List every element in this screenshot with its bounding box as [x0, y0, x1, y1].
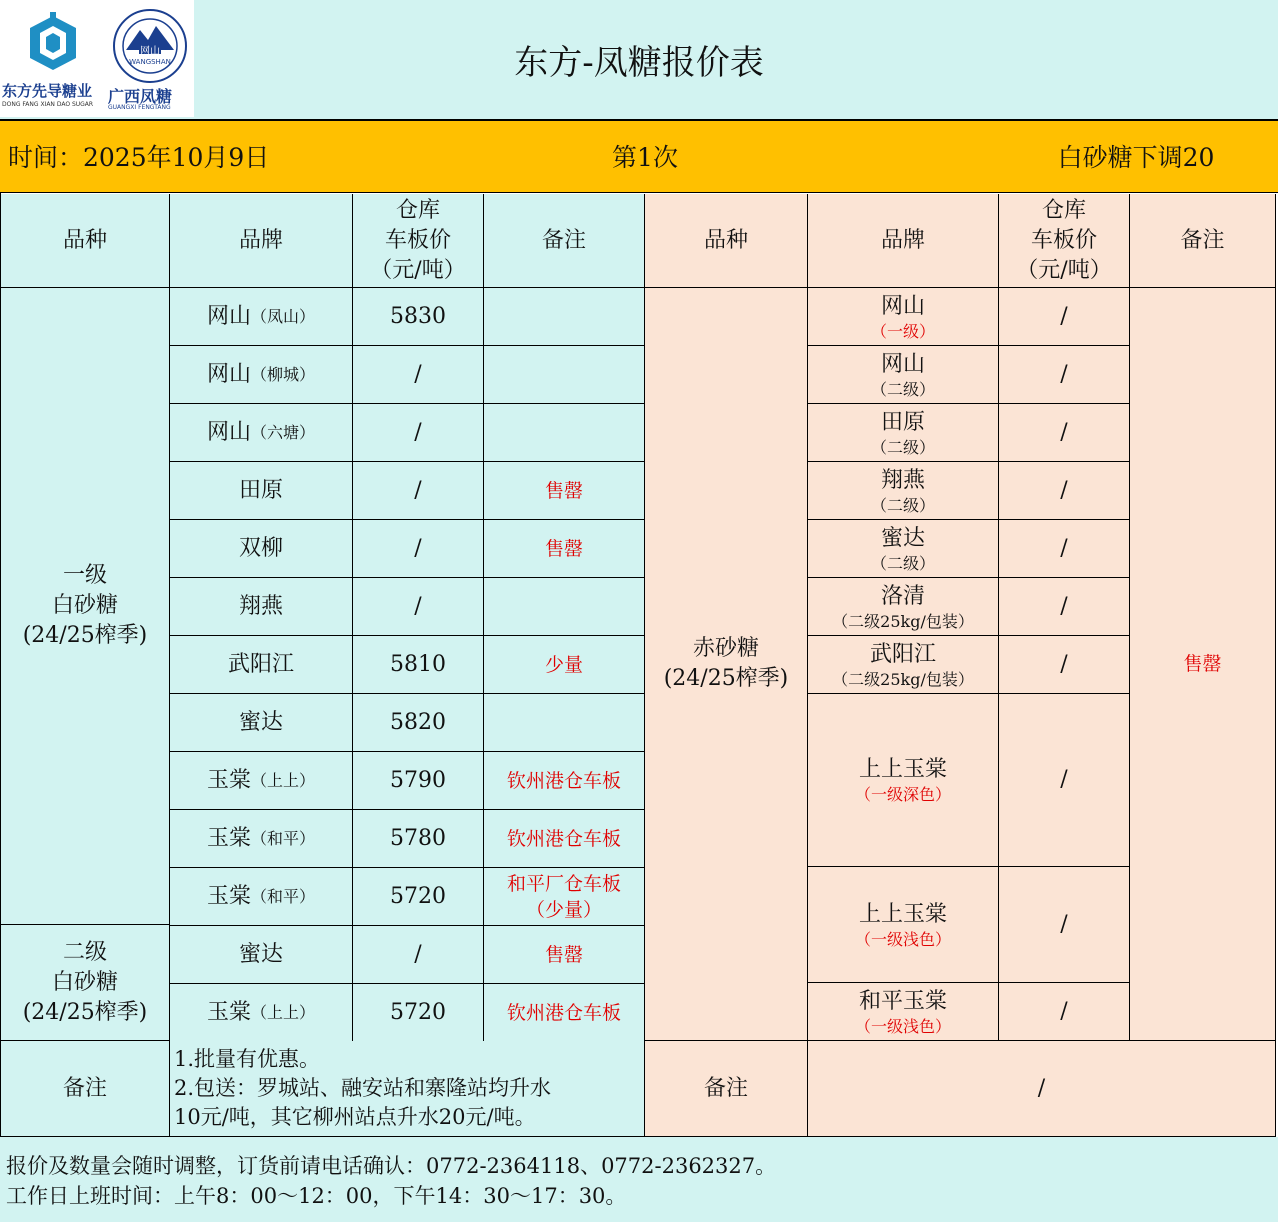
- white-sugar-price: 5830: [353, 288, 484, 346]
- white-sugar-price: /: [353, 404, 484, 462]
- white-sugar-price: /: [353, 926, 484, 984]
- header-remark-left: 备注: [484, 194, 645, 288]
- red-sugar-price: /: [999, 346, 1130, 404]
- white-sugar-note: 售罄: [484, 926, 645, 984]
- white-sugar-brand: 玉棠 （上上）: [170, 752, 353, 810]
- red-sugar-price: /: [999, 983, 1130, 1041]
- remarks-label-left: 备注: [1, 1041, 170, 1137]
- white-sugar-price: 5810: [353, 636, 484, 694]
- white-sugar-price: 5720: [353, 868, 484, 926]
- red-sugar-price: /: [999, 404, 1130, 462]
- remark-line-2: 2.包送：罗城站、融安站和寨隆站均升水: [174, 1076, 552, 1100]
- red-sugar-brand: 上上玉棠 （一级浅色）: [808, 867, 999, 983]
- white-sugar-note: 钦州港仓车板: [484, 752, 645, 810]
- footer: [0, 1137, 1278, 1222]
- remark-line-1: 1.批量有优惠。: [174, 1047, 321, 1071]
- red-sugar-price: /: [999, 288, 1130, 346]
- header-brand-left: 品牌: [170, 194, 353, 288]
- variety-grade1-white-sugar: 一级 白砂糖 (24/25榨季): [1, 288, 170, 925]
- white-sugar-note: [484, 694, 645, 752]
- quote-date: 时间：2025年10月9日: [8, 143, 270, 172]
- remarks-label-right: 备注: [645, 1041, 808, 1137]
- white-sugar-brand: 蜜达: [170, 926, 353, 984]
- red-sugar-price: /: [999, 462, 1130, 520]
- red-sugar-brand: 和平玉棠 （一级浅色）: [808, 983, 999, 1041]
- white-sugar-note: [484, 578, 645, 636]
- red-sugar-brand: 网山 （二级）: [808, 346, 999, 404]
- wangshan-logo-seal: 网山: [140, 46, 160, 57]
- white-sugar-price: /: [353, 520, 484, 578]
- header-price-right: 仓库 车板价 （元/吨）: [999, 194, 1130, 288]
- wangshan-logo-arc: WANGSHAN: [129, 58, 171, 66]
- header-brand-right: 品牌: [808, 194, 999, 288]
- red-sugar-price: /: [999, 867, 1130, 983]
- white-sugar-note: 少量: [484, 636, 645, 694]
- white-sugar-brand: 蜜达: [170, 694, 353, 752]
- footer-hours: 工作日上班时间：上午8：00～12：00，下午14：30～17：30。: [6, 1184, 627, 1208]
- red-sugar-brand: 蜜达 （二级）: [808, 520, 999, 578]
- red-sugar-price: /: [999, 578, 1130, 636]
- white-sugar-price: 5820: [353, 694, 484, 752]
- white-sugar-brand: 翔燕: [170, 578, 353, 636]
- red-sugar-price: /: [999, 520, 1130, 578]
- white-sugar-price: /: [353, 346, 484, 404]
- white-sugar-note: [484, 346, 645, 404]
- variety-grade2-white-sugar: 二级 白砂糖 (24/25榨季): [1, 925, 170, 1041]
- dongfang-logo-subtext: DONG FANG XIAN DAO SUGAR: [2, 101, 94, 108]
- red-sugar-brand: 武阳江 （二级25kg/包装）: [808, 636, 999, 694]
- fengtang-logo-subtext: GUANGXI FENGTANG: [108, 104, 171, 111]
- remarks-content-left: [170, 1041, 645, 1137]
- remarks-content-right: /: [808, 1041, 1276, 1137]
- white-sugar-brand: 玉棠 （和平）: [170, 868, 353, 926]
- white-sugar-price: /: [353, 578, 484, 636]
- header-variety-right: 品种: [645, 194, 808, 288]
- white-sugar-brand: 玉棠 （上上）: [170, 984, 353, 1042]
- remark-line-3: 10元/吨，其它柳州站点升水20元/吨。: [174, 1105, 536, 1129]
- white-sugar-note: [484, 404, 645, 462]
- red-sugar-remark: 售罄: [1130, 288, 1276, 1041]
- red-sugar-brand: 翔燕 （二级）: [808, 462, 999, 520]
- variety-red-sugar: 赤砂糖 (24/25榨季): [645, 288, 808, 1041]
- white-sugar-brand: 双柳: [170, 520, 353, 578]
- white-sugar-brand: 网山 （柳城）: [170, 346, 353, 404]
- red-sugar-price: /: [999, 636, 1130, 694]
- white-sugar-note: 钦州港仓车板: [484, 810, 645, 868]
- white-sugar-brand: 网山 （凤山）: [170, 288, 353, 346]
- white-sugar-brand: 网山 （六塘）: [170, 404, 353, 462]
- white-sugar-price: 5790: [353, 752, 484, 810]
- white-sugar-price: /: [353, 462, 484, 520]
- quote-round: 第1次: [612, 143, 678, 172]
- white-sugar-brand: 田原: [170, 462, 353, 520]
- red-sugar-price: /: [999, 694, 1130, 867]
- page-title: 东方-凤糖报价表: [514, 43, 764, 83]
- white-sugar-note: [484, 288, 645, 346]
- dongfang-logo-text: 东方先导糖业: [2, 82, 93, 100]
- red-sugar-brand: 田原 （二级）: [808, 404, 999, 462]
- white-sugar-note: 钦州港仓车板: [484, 984, 645, 1042]
- white-sugar-note: 和平厂仓车板 （少量）: [484, 868, 645, 926]
- price-change-notice: 白砂糖下调20: [1057, 143, 1215, 172]
- white-sugar-price: 5780: [353, 810, 484, 868]
- white-sugar-note: 售罄: [484, 462, 645, 520]
- footer-contact: 报价及数量会随时调整，订货前请电话确认：0772-2364118、0772-2362327。: [6, 1154, 777, 1178]
- white-sugar-price: 5720: [353, 984, 484, 1042]
- header-price-left: 仓库 车板价 （元/吨）: [353, 194, 484, 288]
- white-sugar-note: 售罄: [484, 520, 645, 578]
- white-sugar-brand: 玉棠 （和平）: [170, 810, 353, 868]
- red-sugar-brand: 洛清 （二级25kg/包装）: [808, 578, 999, 636]
- header-remark-right: 备注: [1130, 194, 1276, 288]
- red-sugar-brand: 网山 （一级）: [808, 288, 999, 346]
- white-sugar-brand: 武阳江: [170, 636, 353, 694]
- fengtang-logo-text: 广西凤糖: [108, 87, 173, 106]
- header-variety-left: 品种: [1, 194, 170, 288]
- red-sugar-brand: 上上玉棠 （一级深色）: [808, 694, 999, 867]
